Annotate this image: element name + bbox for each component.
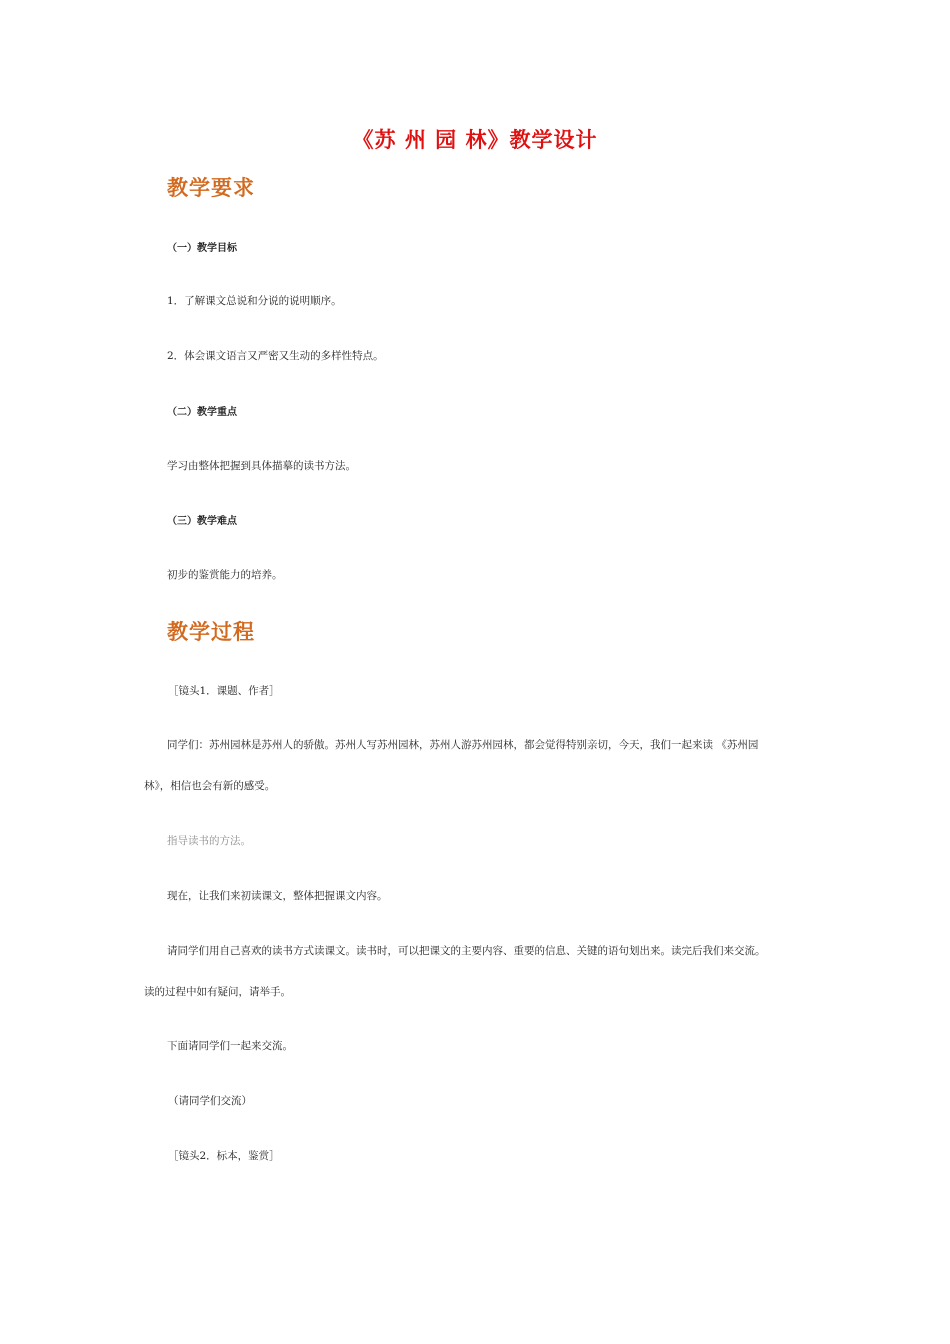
paragraph-instructions-line-2: 读的过程中如有疑问，请举手。 [144, 986, 291, 998]
section-heading-requirements: 教学要求 [167, 176, 255, 200]
goal-item-1: 1．了解课文总说和分说的说明顺序。 [167, 295, 342, 307]
subheading-key-points: （二）教学重点 [167, 407, 237, 418]
section-heading-process: 教学过程 [167, 620, 255, 644]
paragraph-instructions-line-1: 请同学们用自己喜欢的读书方式读课文。读书时，可以把课文的主要内容、重要的信息、关键的语句划出来。读完后我们来交流。 [167, 945, 766, 957]
goal-item-2: 2．体会课文语言又严密又生动的多样性特点。 [167, 350, 384, 362]
paragraph-exchange-note: （请同学们交流） [168, 1095, 252, 1107]
guide-note: 指导读书的方法。 [167, 835, 251, 847]
shot-2-label: ［镜头2．标本，鉴赏］ [168, 1150, 280, 1162]
document-title: 《苏 州 园 林》教学设计 [352, 128, 598, 152]
subheading-goals: （一）教学目标 [167, 243, 237, 254]
paragraph-first-read: 现在，让我们来初读课文，整体把握课文内容。 [167, 890, 388, 902]
paragraph-intro-line-2: 林》，相信也会有新的感受。 [144, 780, 276, 792]
paragraph-intro-line-1: 同学们：苏州园林是苏州人的骄傲。苏州人写苏州园林，苏州人游苏州园林，都会觉得特别亲切，今天，我们一起来读 《苏州园 [167, 739, 759, 751]
subheading-difficulties: （三）教学难点 [167, 516, 237, 527]
shot-1-label: ［镜头1．课题、作者］ [168, 685, 280, 697]
paragraph-exchange: 下面请同学们一起来交流。 [167, 1040, 293, 1052]
difficulties-text: 初步的鉴赏能力的培养。 [167, 569, 283, 581]
key-points-text: 学习由整体把握到具体描摹的读书方法。 [167, 460, 356, 472]
